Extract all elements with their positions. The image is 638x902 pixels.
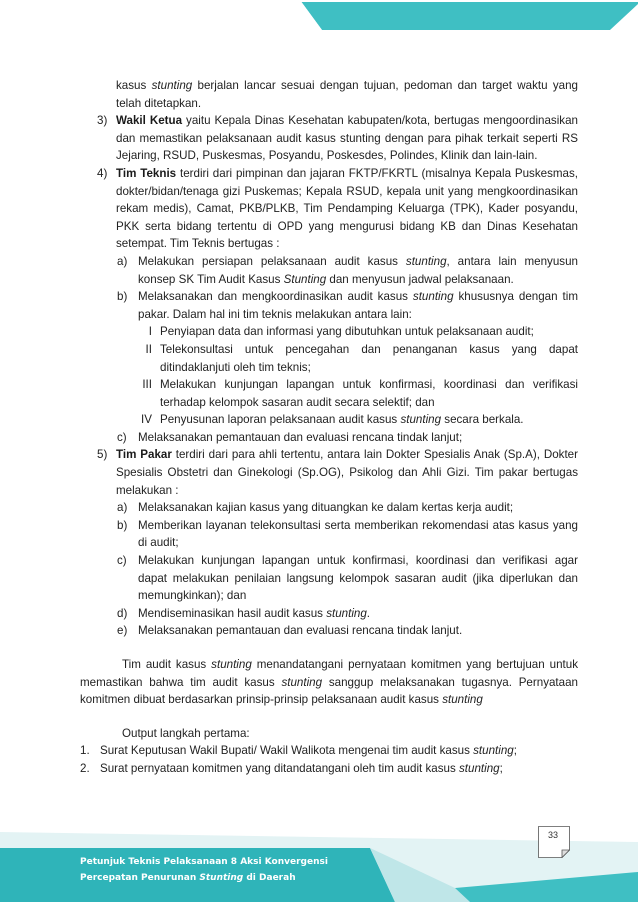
list-letter: c) — [117, 430, 127, 444]
sub-item-5b — [80, 517, 578, 552]
text: telah ditetapkan. — [116, 96, 202, 110]
roman-number: I — [148, 325, 152, 339]
item-title: Wakil Ketua — [116, 114, 183, 128]
text-line: PKK serta bidang tertentu di OPD yang mengurusi bidang KB dan Dinas Kesehatan — [116, 219, 578, 233]
roman-item-1 — [80, 323, 578, 341]
text-line: pakar. Dalam hal ini tim teknis melakukan antara lain: — [138, 307, 412, 321]
roman-item-2 — [80, 341, 578, 376]
text-line: ditindaklanjuti oleh tim teknis; — [160, 360, 311, 374]
text: yaitu Kepala Dinas Kesehatan kabupaten/kota, bertugas mengoordinasikan — [182, 114, 578, 128]
text-line: Jejaring, RSUD, Puskesmas, Posyandu, Poskesdes, Polindes, Klinik dan lain-lain. — [116, 149, 538, 163]
roman-number: II — [145, 342, 152, 356]
list-letter: e) — [117, 624, 128, 638]
footer-title — [80, 855, 328, 886]
paragraph-line: komitmen dibuat berdasarkan prinsip-prinsip pelaksanaan audit kasus stunting — [80, 693, 483, 707]
sub-item-4b: b) Melaksanakan dan mengkoordinasikan audit kasus stunting khususnya dengan tim pakar. Dalam hal ini tim teknis melakukan antara lain: — [80, 288, 578, 323]
list-item-3 — [80, 112, 578, 165]
output-item-1: 1. Surat Keputusan Wakil Bupati/ Wakil Walikota mengenai tim audit kasus stunting; — [80, 742, 578, 760]
list-letter: b) — [117, 518, 128, 532]
list-letter: a) — [117, 501, 128, 515]
text-line: setempat. Tim Teknis bertugas : — [116, 237, 280, 251]
sub-item-5d: d) Mendiseminasikan hasil audit kasus stunting. — [80, 605, 578, 623]
page-number: 33 — [547, 830, 558, 840]
list-item-5 — [80, 446, 578, 499]
footer-line-1: Petunjuk Teknis Pelaksanaan 8 Aksi Konvergensi — [80, 857, 328, 867]
roman-number: IV — [141, 413, 152, 427]
list-letter: c) — [117, 554, 127, 568]
text-line: terhadap kelompok sasaran audit secara selektif; dan — [160, 395, 435, 409]
sub-item-5e — [80, 622, 578, 640]
output-heading: Output langkah pertama: — [122, 726, 250, 740]
list-item-4 — [80, 165, 578, 253]
text-line: Telekonsultasi untuk pencegahan dan penanganan kasus yang dapat — [160, 342, 578, 356]
item-title: Tim Pakar — [116, 448, 172, 462]
roman-number: III — [142, 378, 152, 392]
list-number: 1. — [80, 744, 90, 758]
text-line: rekam medis), Camat, PKB/PLKB, Tim Pendamping Keluarga (TPK), Kader posyandu, — [116, 202, 578, 216]
header-decoration — [0, 0, 638, 30]
list-letter: d) — [117, 606, 128, 620]
paragraph-line: memastikan bahwa tim audit kasus stunting sanggup melaksanakan tugasnya. Pernyataan — [80, 675, 579, 689]
list-letter: a) — [117, 254, 128, 268]
roman-item-3 — [80, 376, 578, 411]
text-line: dokter/bidan/tenaga gizi Puskemas; Kepala RSUD, kepala unit yang mengkoordinasikan — [116, 184, 578, 198]
list-number: 5) — [97, 448, 108, 462]
text-line: Spesialis Obstetri dan Ginekologi (Sp.OG), Psikolog dan Ahli Gizi. Tim pakar bertugas — [116, 466, 578, 480]
document-body — [80, 77, 578, 778]
text-line: Melaksanakan pemantauan dan evaluasi rencana tindak lanjut. — [138, 624, 463, 638]
paragraph-line: Tim audit kasus stunting menandatangani pernyataan komitmen yang bertujuan untuk — [122, 658, 578, 671]
sub-item-4c — [80, 429, 578, 447]
sub-item-5a — [80, 499, 578, 517]
roman-item-4: IV Penyusunan laporan pelaksanaan audit kasus stunting secara berkala. — [80, 411, 578, 429]
list-number: 3) — [97, 114, 108, 128]
item-title: Tim Teknis — [116, 166, 177, 180]
text-line: Memberikan layanan telekonsultasi serta memberikan rekomendasi atas kasus yang — [138, 518, 578, 532]
text-line: melakukan : — [116, 483, 179, 497]
text-line: dan memastikan pelaksanaan audit kasus stunting dengan para pihak terkait seperti RS — [116, 131, 578, 145]
text-line — [80, 95, 578, 113]
sub-item-5c — [80, 552, 578, 605]
text-line: memungkinkan); dan — [138, 589, 247, 603]
text: berjalan lancar sesuai dengan tujuan, pedoman dan target waktu yang — [192, 79, 578, 92]
text-line: Melaksanakan kajian kasus yang dituangkan ke dalam kertas kerja audit; — [138, 501, 514, 515]
text-line: dapat melakukan penilaian langsung kelompok sasaran audit (jika diperlukan dan — [138, 571, 578, 585]
list-number: 4) — [97, 166, 108, 180]
output-item-2: 2. Surat pernyataan komitmen yang ditandatangani oleh tim audit kasus stunting; — [80, 760, 578, 778]
text: terdiri dari pimpinan dan jajaran FKTP/FKRTL (misalnya Kepala Puskesmas, — [176, 166, 578, 180]
text-line: Penyiapan data dan informasi yang dibutuhkan untuk pelaksanaan audit; — [160, 325, 534, 339]
text: kasus — [116, 79, 152, 92]
list-number: 2. — [80, 761, 90, 775]
text-line: di audit; — [138, 536, 179, 550]
text-line — [80, 77, 578, 95]
text-italic: stunting — [151, 79, 193, 92]
footer-line-2: Percepatan Penurunan Stunting di Daerah — [80, 872, 296, 883]
text-line: Melaksanakan pemantauan dan evaluasi rencana tindak lanjut; — [138, 430, 463, 444]
sub-item-4a: a) Melakukan persiapan pelaksanaan audit kasus stunting, antara lain menyusun konsep SK Tim Audit Kasus Stunting dan menyusun jadwal pelaksanaan. — [80, 253, 578, 288]
text-line: Melakukan kunjungan lapangan untuk konfirmasi, koordinasi dan verifikasi agar — [138, 554, 578, 568]
text: terdiri dari para ahli tertentu, antara lain Dokter Spesialis Anak (Sp.A), Dokter — [171, 448, 578, 462]
text-line: Melakukan kunjungan lapangan untuk konfirmasi, koordinasi dan verifikasi — [160, 378, 578, 392]
list-letter: b) — [117, 290, 128, 304]
